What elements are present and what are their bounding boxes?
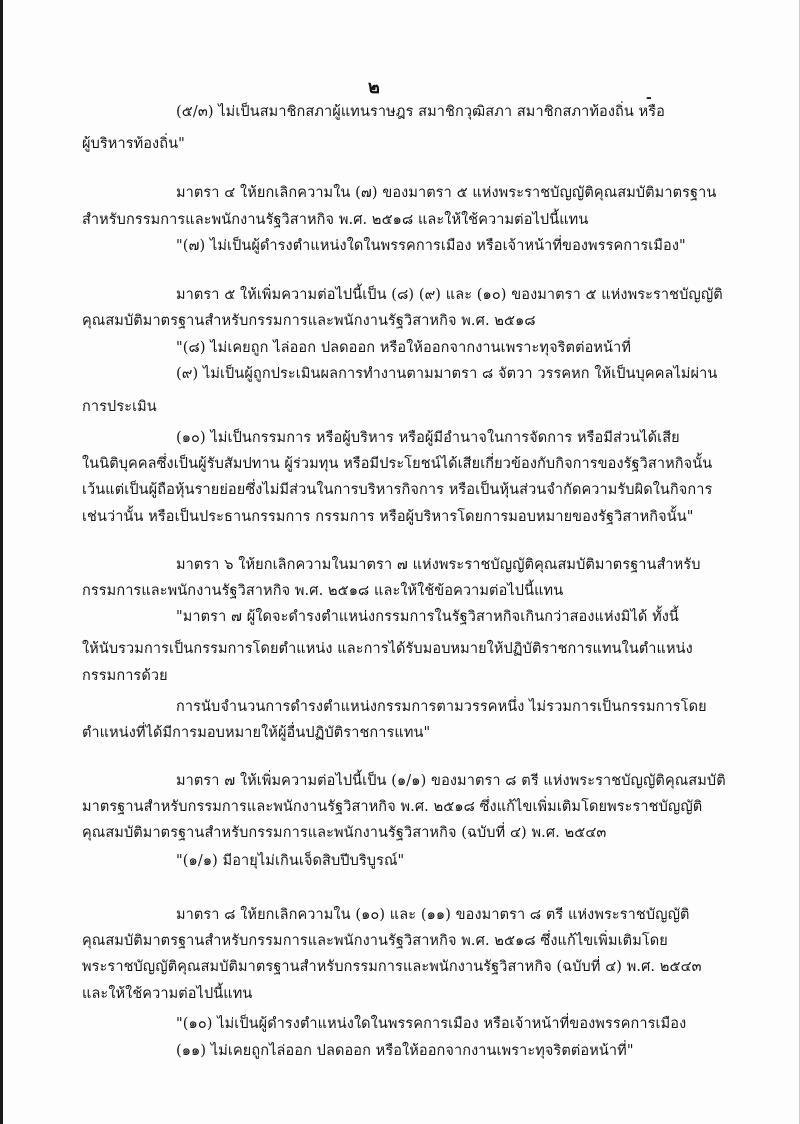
text-line: สำหรับกรรมการและพนักงานรัฐวิสาหกิจ พ.ศ. ๒๕๑๘ และให้ใช้ความต่อไปนี้แทน bbox=[82, 212, 589, 228]
text-line: (๑๐) ไม่เป็นกรรมการ หรือผู้บริหาร หรือผู้มีอำนาจในการจัดการ หรือมีส่วนได้เสีย bbox=[176, 430, 680, 446]
text-line: มาตรา ๘ ให้ยกเลิกความใน (๑๐) และ (๑๑) ของมาตรา ๘ ตรี แห่งพระราชบัญญัติ bbox=[176, 907, 690, 923]
text-line: "(๑/๑) มีอายุไม่เกินเจ็ดสิบปีบริบูรณ์" bbox=[176, 853, 405, 869]
text-line: มาตรา ๕ ให้เพิ่มความต่อไปนี้เป็น (๘) (๙) และ (๑๐) ของมาตรา ๕ แห่งพระราชบัญญัติ bbox=[176, 287, 723, 303]
text-line: มาตรา ๔ ให้ยกเลิกความใน (๗) ของมาตรา ๕ แห่งพระราชบัญญัติคุณสมบัติมาตรฐาน bbox=[176, 185, 717, 201]
text-line: (๕/๓) ไม่เป็นสมาชิกสภาผู้แทนราษฎร สมาชิกวุฒิสภา สมาชิกสภาท้องถิ่น หรือ bbox=[176, 104, 665, 120]
text-line: ให้นับรวมการเป็นกรรมการโดยตำแหน่ง และการได้รับมอบหมายให้ปฏิบัติราชการแทนในตำแหน่ง bbox=[82, 641, 693, 657]
text-line: มาตรา ๖ ให้ยกเลิกความในมาตรา ๗ แห่งพระราชบัญญัติคุณสมบัติมาตรฐานสำหรับ bbox=[176, 557, 701, 573]
text-line: กรรมการด้วย bbox=[82, 668, 168, 684]
text-line: เว้นแต่เป็นผู้ถือหุ้นรายย่อยซึ่งไม่มีส่วนในการบริหารกิจการ หรือเป็นหุ้นส่วนจำกัดความรับผิดในกิจการ bbox=[82, 482, 713, 498]
text-line: "(๘) ไม่เคยถูก ไล่ออก ปลดออก หรือให้ออกจากงานเพราะทุจริตต่อหน้าที่ bbox=[176, 340, 631, 356]
text-line: และให้ใช้ความต่อไปนี้แทน bbox=[82, 986, 253, 1002]
text-line: (๙) ไม่เป็นผู้ถูกประเมินผลการทำงานตามมาตรา ๘ จัตวา วรรคหก ให้เป็นบุคคลไม่ผ่าน bbox=[176, 366, 718, 382]
text-line: ในนิติบุคคลซึ่งเป็นผู้รับสัมปทาน ผู้ร่วมทุน หรือมีประโยชน์ได้เสียเกี่ยวข้องกับกิจการของรัฐวิสาหกิจนั้น bbox=[82, 456, 713, 472]
text-line: "(๑๐) ไม่เป็นผู้ดำรงตำแหน่งใดในพรรคการเมือง หรือเจ้าหน้าที่ของพรรคการเมือง bbox=[176, 1016, 687, 1032]
text-line: การนับจำนวนการดำรงตำแหน่งกรรมการตามวรรคหนึ่ง ไม่รวมการเป็นกรรมการโดย bbox=[176, 699, 707, 715]
text-line: เช่นว่านั้น หรือเป็นประธานกรรมการ กรรมการ หรือผู้บริหารโดยการมอบหมายของรัฐวิสาหกิจนั้น" bbox=[82, 509, 694, 525]
text-line: คุณสมบัติมาตรฐานสำหรับกรรมการและพนักงานรัฐวิสาหกิจ พ.ศ. ๒๕๑๘ ซึ่งแก้ไขเพิ่มเติมโดย bbox=[82, 933, 668, 949]
text-line: ตำแหน่งที่ได้มีการมอบหมายให้ผู้อื่นปฏิบัติราชการแทน" bbox=[82, 725, 431, 741]
page-number: ๒ bbox=[368, 77, 380, 98]
text-line: "(๗) ไม่เป็นผู้ดำรงตำแหน่งใดในพรรคการเมือง หรือเจ้าหน้าที่ของพรรคการเมือง" bbox=[176, 238, 686, 254]
scan-edge-left bbox=[0, 0, 3, 1124]
text-line: การประเมิน bbox=[82, 399, 157, 415]
text-line: มาตรฐานสำหรับกรรมการและพนักงานรัฐวิสาหกิจ พ.ศ. ๒๕๑๘ ซึ่งแก้ไขเพิ่มเติมโดยพระราชบัญญัติ bbox=[82, 799, 703, 815]
text-line: มาตรา ๗ ให้เพิ่มความต่อไปนี้เป็น (๑/๑) ของมาตรา ๘ ตรี แห่งพระราชบัญญัติคุณสมบัติ bbox=[176, 773, 726, 789]
text-line: (๑๑) ไม่เคยถูกไล่ออก ปลดออก หรือให้ออกจากงานเพราะทุจริตต่อหน้าที่" bbox=[176, 1043, 634, 1059]
text-line: กรรมการและพนักงานรัฐวิสาหกิจ พ.ศ. ๒๕๑๘ และให้ใช้ข้อความต่อไปนี้แทน bbox=[82, 583, 564, 599]
text-line: ผู้บริหารท้องถิ่น" bbox=[82, 136, 185, 152]
text-line: คุณสมบัติมาตรฐานสำหรับกรรมการและพนักงานรัฐวิสาหกิจ พ.ศ. ๒๕๑๘ bbox=[82, 313, 536, 329]
text-line: พระราชบัญญัติคุณสมบัติมาตรฐานสำหรับกรรมการและพนักงานรัฐวิสาหกิจ (ฉบับที่ ๔) พ.ศ. ๒๕๔๓ bbox=[82, 959, 702, 975]
text-line: คุณสมบัติมาตรฐานสำหรับกรรมการและพนักงานรัฐวิสาหกิจ (ฉบับที่ ๔) พ.ศ. ๒๕๔๓ bbox=[82, 825, 607, 841]
corner-mark: - bbox=[646, 90, 652, 106]
text-line: "มาตรา ๗ ผู้ใดจะดำรงตำแหน่งกรรมการในรัฐวิสาหกิจเกินกว่าสองแห่งมิได้ ทั้งนี้ bbox=[176, 609, 679, 625]
